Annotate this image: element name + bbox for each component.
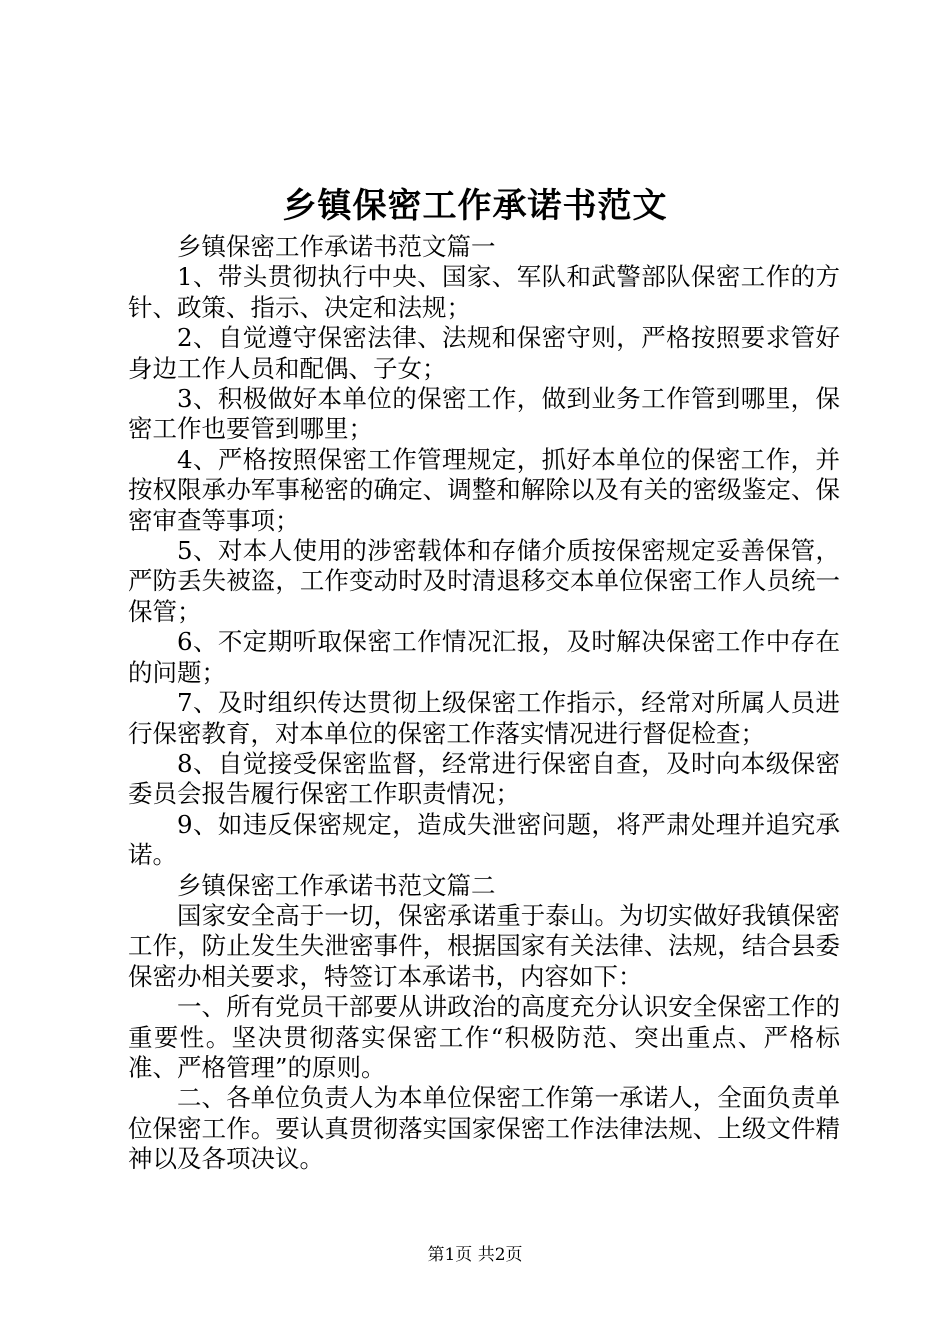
paragraph-item-6: 6、不定期听取保密工作情况汇报，及时解决保密工作中存在的问题； [128,627,840,687]
paragraph-item-4: 4、严格按照保密工作管理规定，抓好本单位的保密工作，并按权限承办军事秘密的确定、调整和解除以及有关的密级鉴定、保密审查等事项； [128,444,840,535]
paragraph-item-8: 8、自觉接受保密监督，经常进行保密自查，及时向本级保密委员会报告履行保密工作职责情况； [128,748,840,809]
section-heading-2: 乡镇保密工作承诺书范文篇二 [177,870,496,900]
paragraph-item-5: 5、对本人使用的涉密载体和存储介质按保密规定妥善保管，严防丢失被盗，工作变动时及时清退移交本单位保密工作人员统一保管； [128,536,840,626]
document-body [128,232,840,1175]
section-heading-1: 乡镇保密工作承诺书范文篇一 [177,232,496,261]
paragraph-clause-1: 一、所有党员干部要从讲政治的高度充分认识安全保密工作的重要性。坚决贯彻落实保密工作“积极防范、突出重点、严格标准、严格管理”的原则。 [128,992,840,1082]
paragraph-intro: 国家安全高于一切，保密承诺重于泰山。为切实做好我镇保密工作，防止发生失泄密事件，根据国家有关法律、法规，结合县委保密办相关要求，特签订本承诺书，内容如下： [128,900,840,991]
document-title: 乡镇保密工作承诺书范文 [282,186,668,226]
paragraph-item-3: 3、积极做好本单位的保密工作，做到业务工作管到哪里，保密工作也要管到哪里； [128,384,840,444]
paragraph-item-7: 7、及时组织传达贯彻上级保密工作指示，经常对所属人员进行保密教育，对本单位的保密工作落实情况进行督促检查； [128,688,840,748]
page-footer: 第1页 共2页 [427,1245,523,1265]
paragraph-clause-2: 二、各单位负责人为本单位保密工作第一承诺人，全面负责单位保密工作。要认真贯彻落实国家保密工作法律法规、上级文件精神以及各项决议。 [128,1083,840,1174]
paragraph-item-9: 9、如违反保密规定，造成失泄密问题，将严肃处理并追究承诺。 [128,809,840,870]
paragraph-item-2: 2、自觉遵守保密法律、法规和保密守则，严格按照要求管好身边工作人员和配偶、子女； [128,323,840,383]
paragraph-item-1: 1、带头贯彻执行中央、国家、军队和武警部队保密工作的方针、政策、指示、决定和法规； [128,262,840,322]
